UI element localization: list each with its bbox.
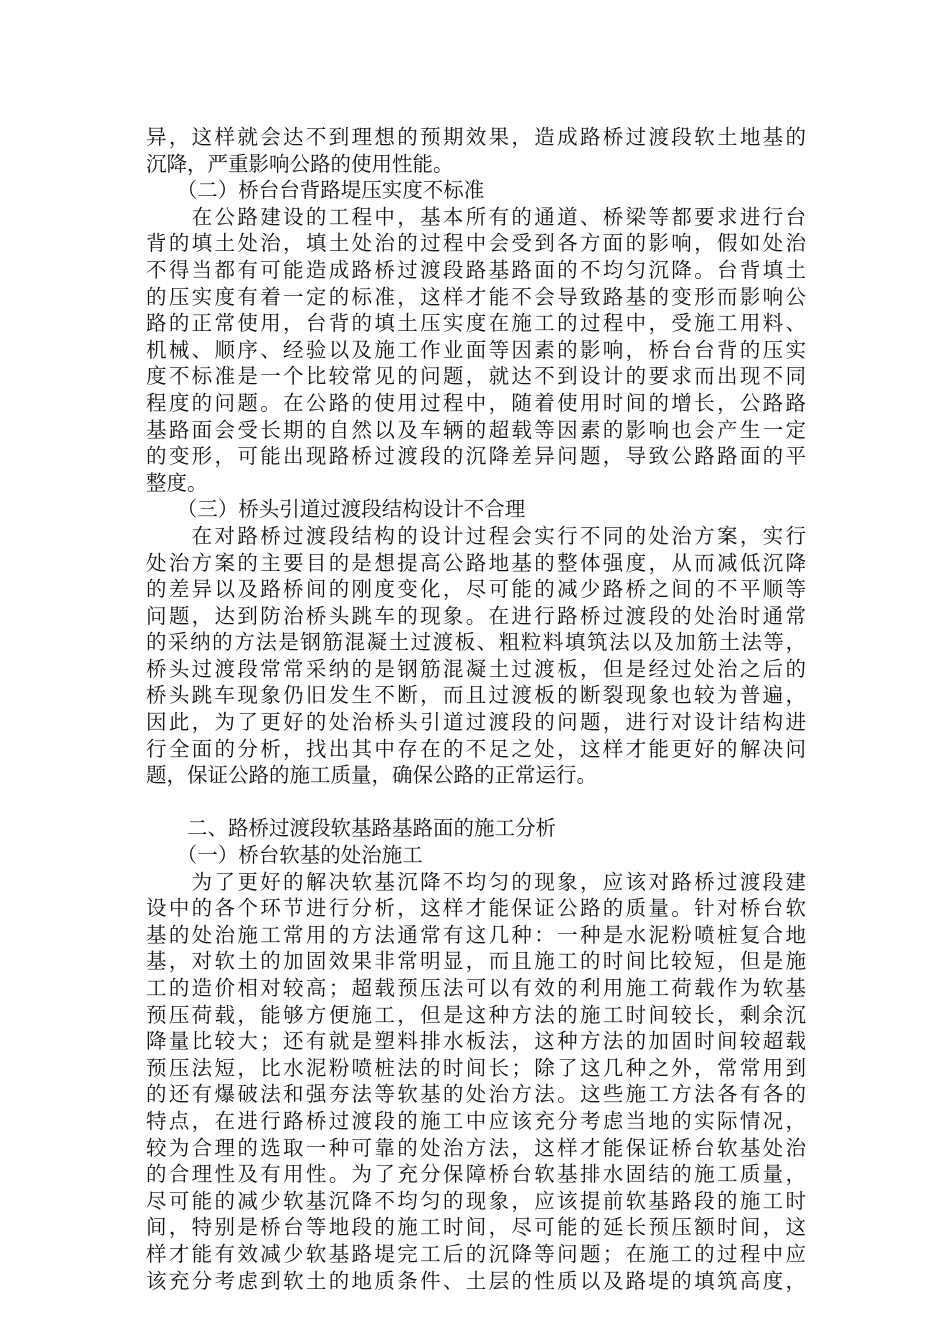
text-line: 为了更好的解决软基沉降不均匀的现象，应该对路桥过渡段建 bbox=[146, 869, 806, 894]
text-line: 的还有爆破法和强夯法等软基的处治方法。这些施工方法各有各的 bbox=[146, 1082, 806, 1107]
text-line: 的采纳的方法是钢筋混凝土过渡板、粗粒料填筑法以及加筋土法等， bbox=[146, 630, 806, 655]
document-body bbox=[146, 124, 806, 1294]
text-line: 的压实度有着一定的标准，这样才能不会导致路基的变形而影响公 bbox=[146, 284, 806, 309]
text-line: 不得当都有可能造成路桥过渡段路基路面的不均匀沉降。台背填土 bbox=[146, 257, 806, 282]
text-line: 的差异以及路桥间的刚度变化，尽可能的减少路桥之间的不平顺等 bbox=[146, 577, 806, 602]
text-line: 程度的问题。在公路的使用过程中，随着使用时间的增长，公路路 bbox=[146, 390, 806, 415]
text-line: 背的填土处治，填土处治的过程中会受到各方面的影响，假如处治 bbox=[146, 231, 806, 256]
blank-line bbox=[146, 789, 806, 816]
text-line: 在公路建设的工程中，基本所有的通道、桥梁等都要求进行台 bbox=[146, 204, 806, 229]
text-line: 处治方案的主要目的是想提高公路地基的整体强度，从而减低沉降 bbox=[146, 550, 806, 575]
text-line: 题，保证公路的施工质量，确保公路的正常运行。 bbox=[146, 763, 597, 788]
text-line: 沉降，严重影响公路的使用性能。 bbox=[146, 151, 454, 176]
text-line: 异，这样就会达不到理想的预期效果，造成路桥过渡段软土地基的 bbox=[146, 125, 806, 149]
text-line: 度不标准是一个比较常见的问题，就达不到设计的要求而出现不同 bbox=[146, 364, 806, 389]
text-line: 因此，为了更好的处治桥头引道过渡段的问题，进行对设计结构进 bbox=[146, 710, 806, 735]
text-line: 该充分考虑到软土的地质条件、土层的性质以及路堤的填筑高度， bbox=[146, 1268, 806, 1293]
text-line: （三）桥头引道过渡段结构设计不合理 bbox=[146, 497, 526, 522]
text-line: 尽可能的减少软基沉降不均匀的现象，应该提前软基路段的施工时 bbox=[146, 1188, 806, 1213]
text-line: 预压荷载，能够方便施工，但是这种方法的施工时间较长，剩余沉 bbox=[146, 1002, 806, 1027]
text-line: 预压法短，比水泥粉喷桩法的时间长；除了这几种之外，常常用到 bbox=[146, 1055, 806, 1080]
text-line: 的合理性及有用性。为了充分保障桥台软基排水固结的施工质量， bbox=[146, 1162, 806, 1187]
text-line: 工的造价相对较高；超载预压法可以有效的利用施工荷载作为软基 bbox=[146, 976, 806, 1000]
text-line: 问题，达到防治桥头跳车的现象。在进行路桥过渡段的处治时通常 bbox=[146, 603, 806, 628]
text-line: 行全面的分析，找出其中存在的不足之处，这样才能更好的解决问 bbox=[146, 736, 806, 761]
text-line: 桥头过渡段常常采纳的是钢筋混凝土过渡板，但是经过处治之后的 bbox=[146, 656, 806, 681]
text-line: 设中的各个环节进行分析，这样才能保证公路的质量。针对桥台软 bbox=[146, 896, 806, 921]
text-line: 在对路桥过渡段结构的设计过程会实行不同的处治方案，实行 bbox=[146, 523, 806, 548]
text-line: 特点，在进行路桥过渡段的施工中应该充分考虑当地的实际情况， bbox=[146, 1108, 806, 1133]
text-line: 较为合理的选取一种可靠的处治方法，这样才能保证桥台软基处治 bbox=[146, 1135, 806, 1160]
text-line: 机械、顺序、经验以及施工作业面等因素的影响，桥台台背的压实 bbox=[146, 337, 806, 362]
text-line: 基，对软土的加固效果非常明显，而且施工的时间比较短，但是施 bbox=[146, 949, 806, 974]
text-line: 降量比较大；还有就是塑料排水板法，这种方法的加固时间较超载 bbox=[146, 1029, 806, 1054]
text-line: 整度。 bbox=[146, 470, 208, 495]
text-line: 的变形，可能出现路桥过渡段的沉降差异问题，导致公路路面的平 bbox=[146, 444, 806, 469]
text-line: 样才能有效减少软基路堤完工后的沉降等问题；在施工的过程中应 bbox=[146, 1241, 806, 1266]
text-line: 基路面会受长期的自然以及车辆的超载等因素的影响也会产生一定 bbox=[146, 417, 806, 442]
text-line: 基的处治施工常用的方法通常有这几种：一种是水泥粉喷桩复合地 bbox=[146, 922, 806, 947]
text-line: 桥头跳车现象仍旧发生不断，而且过渡板的断裂现象也较为普遍， bbox=[146, 683, 806, 708]
text-line: （一）桥台软基的处治施工 bbox=[146, 843, 423, 868]
text-line: （二）桥台台背路堤压实度不标准 bbox=[146, 178, 485, 203]
text-line: 二、路桥过渡段软基路基路面的施工分析 bbox=[146, 816, 556, 841]
text-line: 间，特别是桥台等地段的施工时间，尽可能的延长预压额时间，这 bbox=[146, 1215, 806, 1240]
text-line: 路的正常使用，台背的填土压实度在施工的过程中，受施工用料、 bbox=[146, 311, 806, 336]
